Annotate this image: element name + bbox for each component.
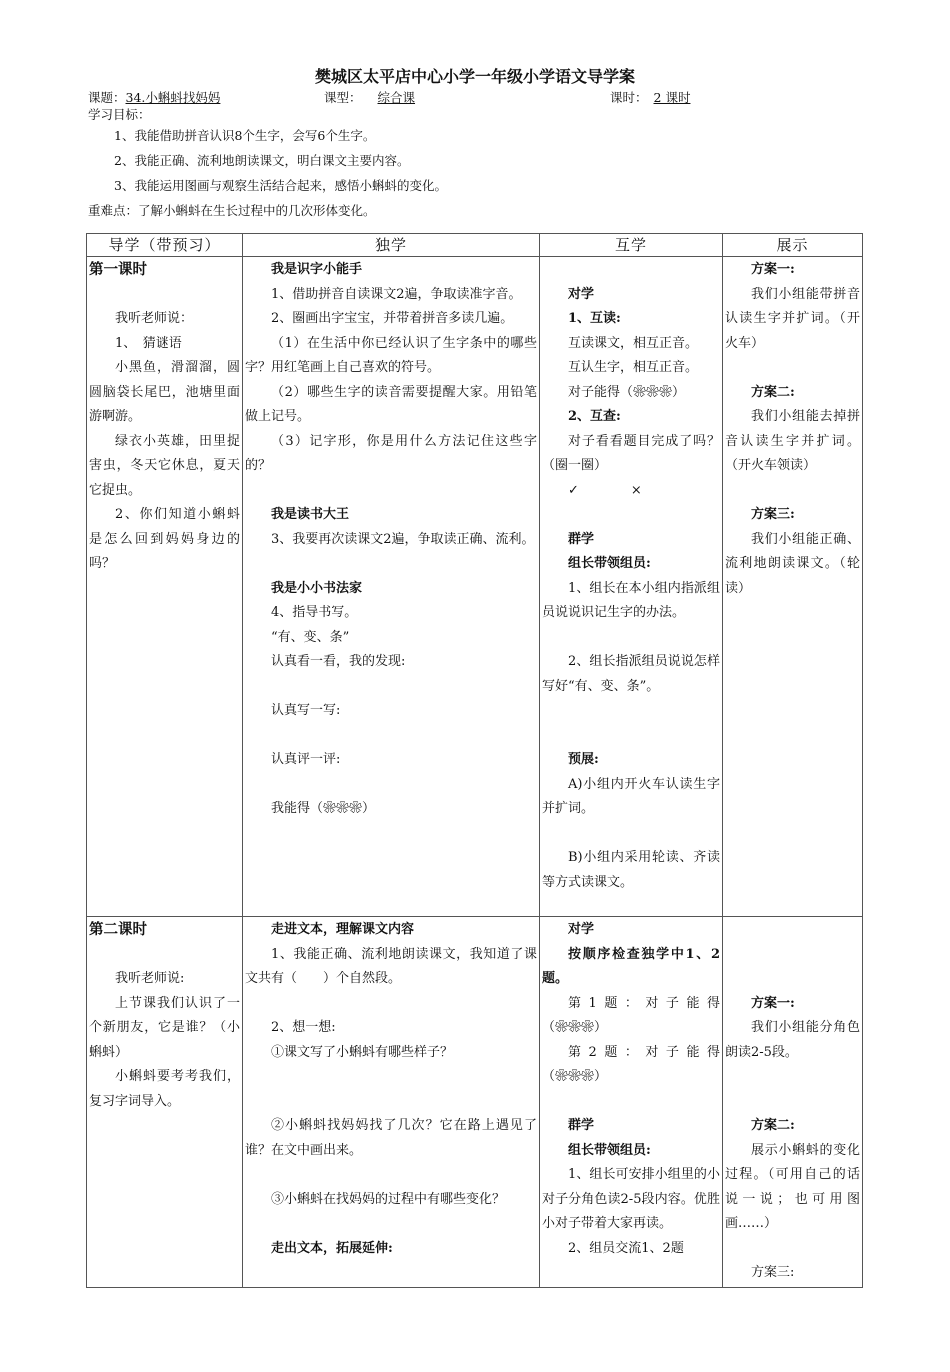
cell-text-line: 方案一: xyxy=(751,995,795,1011)
cell-text-line: 上节课我们认识了一个新朋友，它是谁？（小蝌蚪） xyxy=(89,995,240,1060)
topic-field xyxy=(88,88,220,106)
blank-line xyxy=(542,699,720,724)
blank-line xyxy=(245,479,537,504)
cell-text-line: 小黑鱼，滑溜溜，圆圆脑袋长尾巴，池塘里面游啊游。 xyxy=(89,360,240,424)
hours-value: 2 课时 xyxy=(653,90,691,105)
type-value: 综合课 xyxy=(377,90,416,105)
cell-text-line: 对学 xyxy=(568,922,595,937)
lesson-two-show-cell xyxy=(723,917,862,1287)
blank-line xyxy=(245,1065,537,1090)
header-self-study: 独学 xyxy=(243,234,540,257)
cell-text-line: 群学 xyxy=(568,1118,595,1133)
blank-line xyxy=(245,1163,537,1188)
header-mutual-study: 互学 xyxy=(540,234,723,257)
type-field xyxy=(324,88,492,106)
cell-text-line: 我听老师说： xyxy=(115,311,194,326)
cell-text-line: 3、我要再次读课文2遍，争取读正确、流利。 xyxy=(271,531,535,547)
cell-text-line: ✓ × xyxy=(568,482,642,498)
table-header-row xyxy=(87,234,863,257)
cell-text-line: 组长带领组员: xyxy=(568,556,651,571)
hours-label: 课时： xyxy=(610,90,648,105)
cell-text-line: 我们小组能正确、流利地朗读课文。（轮读） xyxy=(725,531,860,596)
lesson-one-guide-cell xyxy=(87,257,242,578)
cell-text-line: 我能得（❀❀❀） xyxy=(271,801,376,816)
objective-item: 3、我能运用图画与观察生活结合起来，感悟小蝌蚪的变化。 xyxy=(114,178,447,193)
cell-text-line: 1、组长可安排小组里的小对子分角色读2-5段内容。优胜小对子带着大家再读。 xyxy=(542,1167,720,1231)
cell-text-line: 对学 xyxy=(568,286,595,302)
cell-text-line: ③小蝌蚪在找妈妈的过程中有哪些变化？ xyxy=(271,1191,506,1207)
blank-line xyxy=(245,773,537,798)
cell-text-line: 我们小组能去掉拼音认读生字并扩词。（开火车领读） xyxy=(725,409,860,473)
cell-text-line: 2、组员交流1、2题 xyxy=(568,1240,684,1256)
blank-line xyxy=(245,1212,537,1237)
blank-line xyxy=(245,675,537,700)
blank-line xyxy=(725,943,860,968)
blank-line xyxy=(542,503,720,528)
cell-text-line: 1、组长在本小组内指派组员说说识记生字的办法。 xyxy=(542,580,720,620)
objectives-label: 学习目标： xyxy=(88,107,151,122)
cell-text-line: 走出文本，拓展延伸: xyxy=(271,1240,393,1256)
cell-text-line: 群学 xyxy=(568,531,595,547)
blank-line xyxy=(725,918,860,943)
cell-text-line: 预展: xyxy=(568,752,599,767)
cell-text-line: 按顺序检查独学中1、2题。 xyxy=(542,946,720,986)
cell-text-line: 第一课时 xyxy=(89,261,147,278)
cell-text-line: （2）哪些生字的读音需要提醒大家。用铅笔做上记号。 xyxy=(245,384,537,424)
objective-item: 2、我能正确、流利地朗读课文，明白课文主要内容。 xyxy=(114,153,410,168)
blank-line xyxy=(89,943,240,968)
cell-text-line: 2、你们知道小蝌蚪是怎么回到妈妈身边的吗？ xyxy=(89,507,240,571)
lesson-two-mutual-cell xyxy=(540,917,722,1262)
document-page xyxy=(88,66,862,223)
cell-text-line: 组长带领组员: xyxy=(568,1142,651,1158)
cell-text-line: 方案二: xyxy=(751,384,795,400)
cell-text-line: 4、指导书写。 xyxy=(271,605,358,620)
cell-text-line: 方案一: xyxy=(751,262,795,277)
hours-field xyxy=(610,88,754,106)
blank-line xyxy=(725,479,860,504)
lesson-two-row xyxy=(87,917,863,1288)
topic-label: 课题： xyxy=(88,90,126,105)
document-title: 樊城区太平店中心小学一年级小学语文导学案 xyxy=(314,67,635,86)
cell-text-line: 第2题：对子能得（❀❀❀） xyxy=(542,1044,720,1084)
cell-text-line: 我是识字小能手 xyxy=(271,262,363,277)
cell-text-line: 我是读书大王 xyxy=(271,507,350,522)
cell-text-line: 第1题：对子能得（❀❀❀） xyxy=(542,995,720,1035)
cell-text-line: “有、变、条” xyxy=(271,629,350,645)
cell-text-line: 1、我能正确、流利地朗读课文，我知道了课文共有（ ）个自然段。 xyxy=(245,946,537,986)
blank-line xyxy=(725,967,860,992)
cell-text-line: 2、组长指派组员说说怎样写好“有、变、条”。 xyxy=(542,654,720,694)
blank-line xyxy=(542,1090,720,1115)
cell-text-line: 绿衣小英雄，田里捉害虫，冬天它休息，夏天它捉虫。 xyxy=(89,433,240,498)
blank-line xyxy=(245,992,537,1017)
cell-text-line: 1、借助拼音自读课文2遍，争取读准字音。 xyxy=(271,286,522,302)
cell-text-line: （1）在生活中你已经认识了生字条中的哪些字？用红笔画上自己喜欢的符号。 xyxy=(245,335,537,375)
cell-text-line: 我们小组能分角色朗读2-5段。 xyxy=(725,1020,860,1060)
blank-line xyxy=(725,1065,860,1090)
cell-text-line: 互认生字，相互正音。 xyxy=(568,360,699,375)
blank-line xyxy=(542,258,720,283)
lesson-meta xyxy=(88,88,862,106)
blank-line xyxy=(89,283,240,308)
cell-text-line: 我听老师说: xyxy=(115,971,185,986)
topic-value: 34.小蝌蚪找妈妈 xyxy=(125,90,221,105)
blank-line xyxy=(245,724,537,749)
objective-item: 1、我能借助拼音认识8个生字，会写6个生字。 xyxy=(114,128,376,143)
cell-text-line: 2、互查: xyxy=(568,409,621,424)
blank-line xyxy=(725,1237,860,1262)
cell-text-line: 我是小小书法家 xyxy=(271,580,363,596)
cell-text-line: 互读课文，相互正音。 xyxy=(568,335,699,351)
cell-text-line: 1、 猜谜语 xyxy=(115,335,182,351)
cell-text-line: 第二课时 xyxy=(89,921,147,938)
lesson-one-row xyxy=(87,257,863,917)
header-guide: 导学（带预习） xyxy=(87,234,243,257)
cell-text-line: 2、圈画出字宝宝，并带着拼音多读几遍。 xyxy=(271,311,514,326)
blank-line xyxy=(542,724,720,749)
blank-line xyxy=(245,1090,537,1115)
cell-text-line: 对子能得（❀❀❀） xyxy=(568,384,686,400)
cell-text-line: 对子看看题目完成了吗？（圈一圈） xyxy=(542,433,720,473)
cell-text-line: B)小组内采用轮读、齐读等方式读课文。 xyxy=(542,850,720,890)
blank-line xyxy=(725,1090,860,1115)
lesson-two-guide-cell xyxy=(87,917,242,1115)
cell-text-line: 认真看一看，我的发现: xyxy=(271,654,406,669)
cell-text-line: A)小组内开火车认读生字并扩词。 xyxy=(542,776,720,816)
cell-text-line: 1、互读: xyxy=(568,311,621,326)
lesson-one-self-cell xyxy=(243,257,539,823)
cell-text-line: 2、想一想: xyxy=(271,1020,336,1035)
key-points: 重难点：了解小蝌蚪在生长过程中的几次形体变化。 xyxy=(88,203,376,218)
header-presentation: 展示 xyxy=(723,234,863,257)
blank-line xyxy=(542,626,720,651)
blank-line xyxy=(542,822,720,847)
blank-line xyxy=(245,552,537,577)
cell-text-line: 小蝌蚪要考考我们，复习字词导入。 xyxy=(89,1069,240,1109)
cell-text-line: 走进文本，理解课文内容 xyxy=(271,922,415,937)
cell-text-line: 展示小蝌蚪的变化过程。（可用自己的话说一说；也可用图画……） xyxy=(725,1142,860,1231)
cell-text-line: ①课文写了小蝌蚪有哪些样子？ xyxy=(271,1044,454,1060)
cell-text-line: 我们小组能带拼音认读生字并扩词。（开火车） xyxy=(725,286,860,351)
cell-text-line: 认真写一写: xyxy=(271,703,341,718)
cell-text-line: 方案三: xyxy=(751,507,795,522)
lesson-one-show-cell xyxy=(723,257,862,602)
lesson-plan-table xyxy=(86,233,863,1288)
cell-text-line: （3）记字形，你是用什么方法记住这些字的？ xyxy=(245,433,537,473)
cell-text-line: 方案二: xyxy=(751,1118,795,1133)
cell-text-line: ②小蝌蚪找妈妈找了几次？它在路上遇见了谁？在文中画出来。 xyxy=(245,1118,537,1158)
type-label: 课型： xyxy=(324,90,362,105)
cell-text-line: 方案三: xyxy=(751,1265,795,1280)
blank-line xyxy=(725,356,860,381)
cell-text-line: 认真评一评: xyxy=(271,752,341,767)
lesson-two-self-cell xyxy=(243,917,539,1262)
lesson-one-mutual-cell xyxy=(540,257,722,896)
